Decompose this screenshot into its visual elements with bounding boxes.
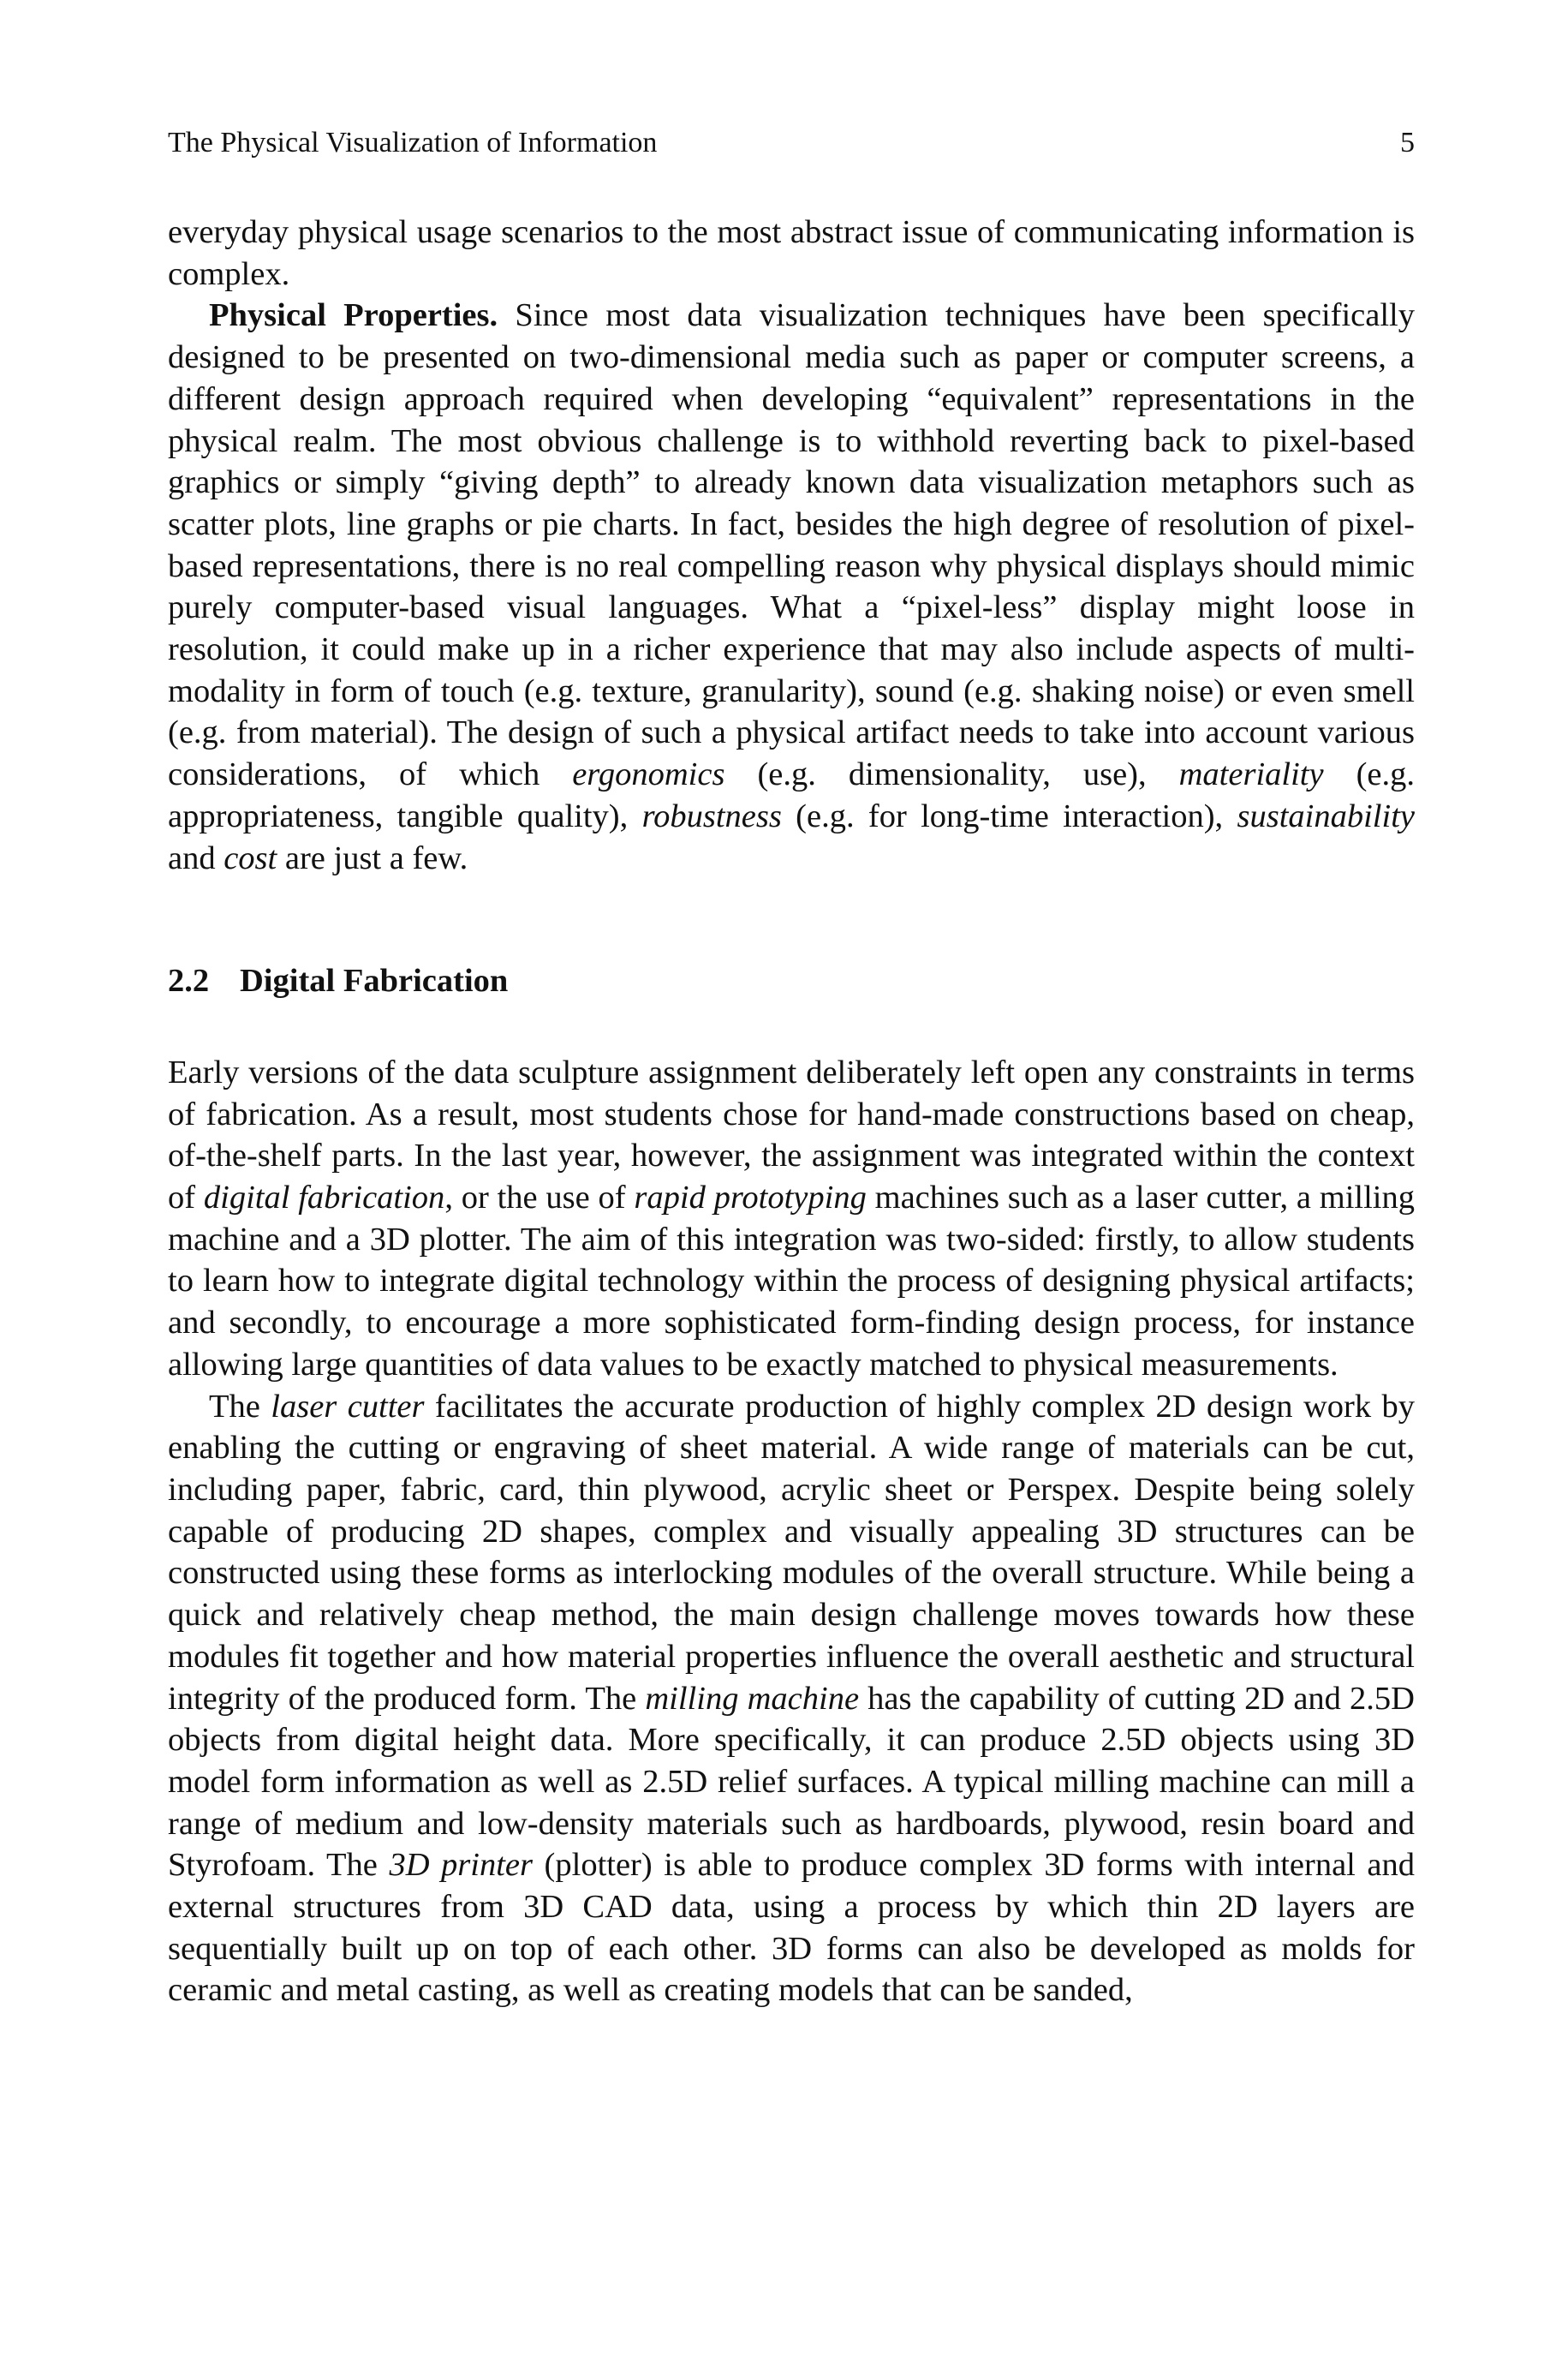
paragraph-fabrication-intro (168, 1052, 1415, 1386)
emphasis-term: ergonomics (572, 756, 725, 793)
emphasis-term: digital fabrication (203, 1180, 445, 1216)
paragraph-physical-properties (168, 295, 1415, 879)
emphasis-term: cost (224, 839, 277, 876)
paragraph-text: (e.g. for long-time interaction), (781, 798, 1237, 834)
running-header (168, 124, 1415, 162)
section-heading (168, 960, 1415, 1002)
paragraph-text: machines such as a laser cutter, a milling machine and a 3D plotter. The aim of this integration was two-sided: firstly, to allow students to learn how to integrate digital technology within the process of designing physical artifacts; and secondly, to encourage a more sophisticated form-finding design process, for instance allowing large quantities of data values to be exactly matched to physical measurements. (168, 1180, 1415, 1383)
emphasis-term: 3D printer (389, 1847, 533, 1884)
running-title: The Physical Visualization of Information (168, 127, 658, 158)
emphasis-term: materiality (1178, 756, 1324, 793)
paragraph-text: (e.g. appropriateness, tangible quality), (168, 756, 1415, 834)
paragraph-text: (e.g. dimensionality, use), (724, 756, 1179, 793)
emphasis-term: sustainability (1237, 798, 1415, 834)
paragraph-text: facilitates the accurate production of highly complex 2D design work by enabling the cutting or engraving of sheet material. A wide range of materials can be cut, including paper, fabric, card, thin plywood, acrylic sheet or Perspex. Despite being solely capable of producing 2D shapes, complex and visually appealing 3D structures can be constructed using these forms as interlocking modules of the overall structure. While being a quick and relatively cheap method, the main design challenge moves towards how these modules fit together and how material properties influence the overall aesthetic and structural integrity of the produced form. The (168, 1388, 1415, 1717)
section-title: Digital Fabrication (240, 963, 509, 1000)
paragraph-text: Since most data visualization techniques have been specifically designed to be presented on two-dimensional media such as paper or computer screens, a different design approach required when developing “equivalent” representations in the physical realm. The most obvious challenge is to withhold reverting back to pixel-based graphics or simply “giving depth” to already known data visualization metaphors such as scatter plots, line graphs or pie charts. In fact, besides the high degree of resolution of pixel-based representations, there is no real compelling reason why physical displays should mimic purely computer-based visual languages. What a “pixel-less” display might loose in resolution, it could make up in a richer experience that may also include aspects of multi-modality in form of touch (e.g. texture, granularity), sound (e.g. shaking noise) or even smell (e.g. from material). The design of such a physical artifact needs to take into account various considerations, of which (168, 297, 1416, 793)
emphasis-term: robustness (641, 798, 782, 834)
paragraph-text: , or the use of (444, 1180, 635, 1216)
paragraph-text: The (209, 1388, 271, 1425)
section-number: 2.2 (168, 963, 210, 1000)
emphasis-term: rapid prototyping (634, 1180, 867, 1216)
paragraph-text: has the capability of cutting 2D and 2.5D objects from digital height data. More specifically, it can produce 2.5D objects using 3D model form information as well as 2.5D relief surfaces. A typical milling machine can mill a range of medium and low-density materials such as hardboards, plywood, resin board and Styrofoam. The (168, 1680, 1415, 1884)
paper-page (168, 124, 1415, 2011)
paragraph-text: everyday physical usage scenarios to the most abstract issue of communicating information is complex. (168, 214, 1415, 292)
paragraph-machines (168, 1386, 1415, 2012)
paragraph-text: Early versions of the data sculpture assignment deliberately left open any constraints in terms of fabrication. As a result, most students chose for hand-made constructions based on cheap, of-the-shelf parts. In the last year, however, the assignment was integrated within the context of (168, 1054, 1415, 1216)
paragraph-text: are just a few. (277, 839, 468, 876)
emphasis-term: milling machine (645, 1680, 860, 1717)
page-number: 5 (1400, 127, 1415, 158)
paragraph-text: (plotter) is able to produce complex 3D forms with internal and external structures from 3D CAD data, using a process by which thin 2D layers are sequentially built up on top of each other. 3D forms can also be developed as molds for ceramic and metal casting, as well as creating models that can be sanded, (168, 1847, 1416, 2009)
emphasis-term: laser cutter (271, 1388, 425, 1425)
paragraph-lead-heading: Physical Properties. (209, 297, 498, 334)
paragraph-text: and (168, 839, 224, 876)
paragraph-continued (168, 212, 1415, 295)
